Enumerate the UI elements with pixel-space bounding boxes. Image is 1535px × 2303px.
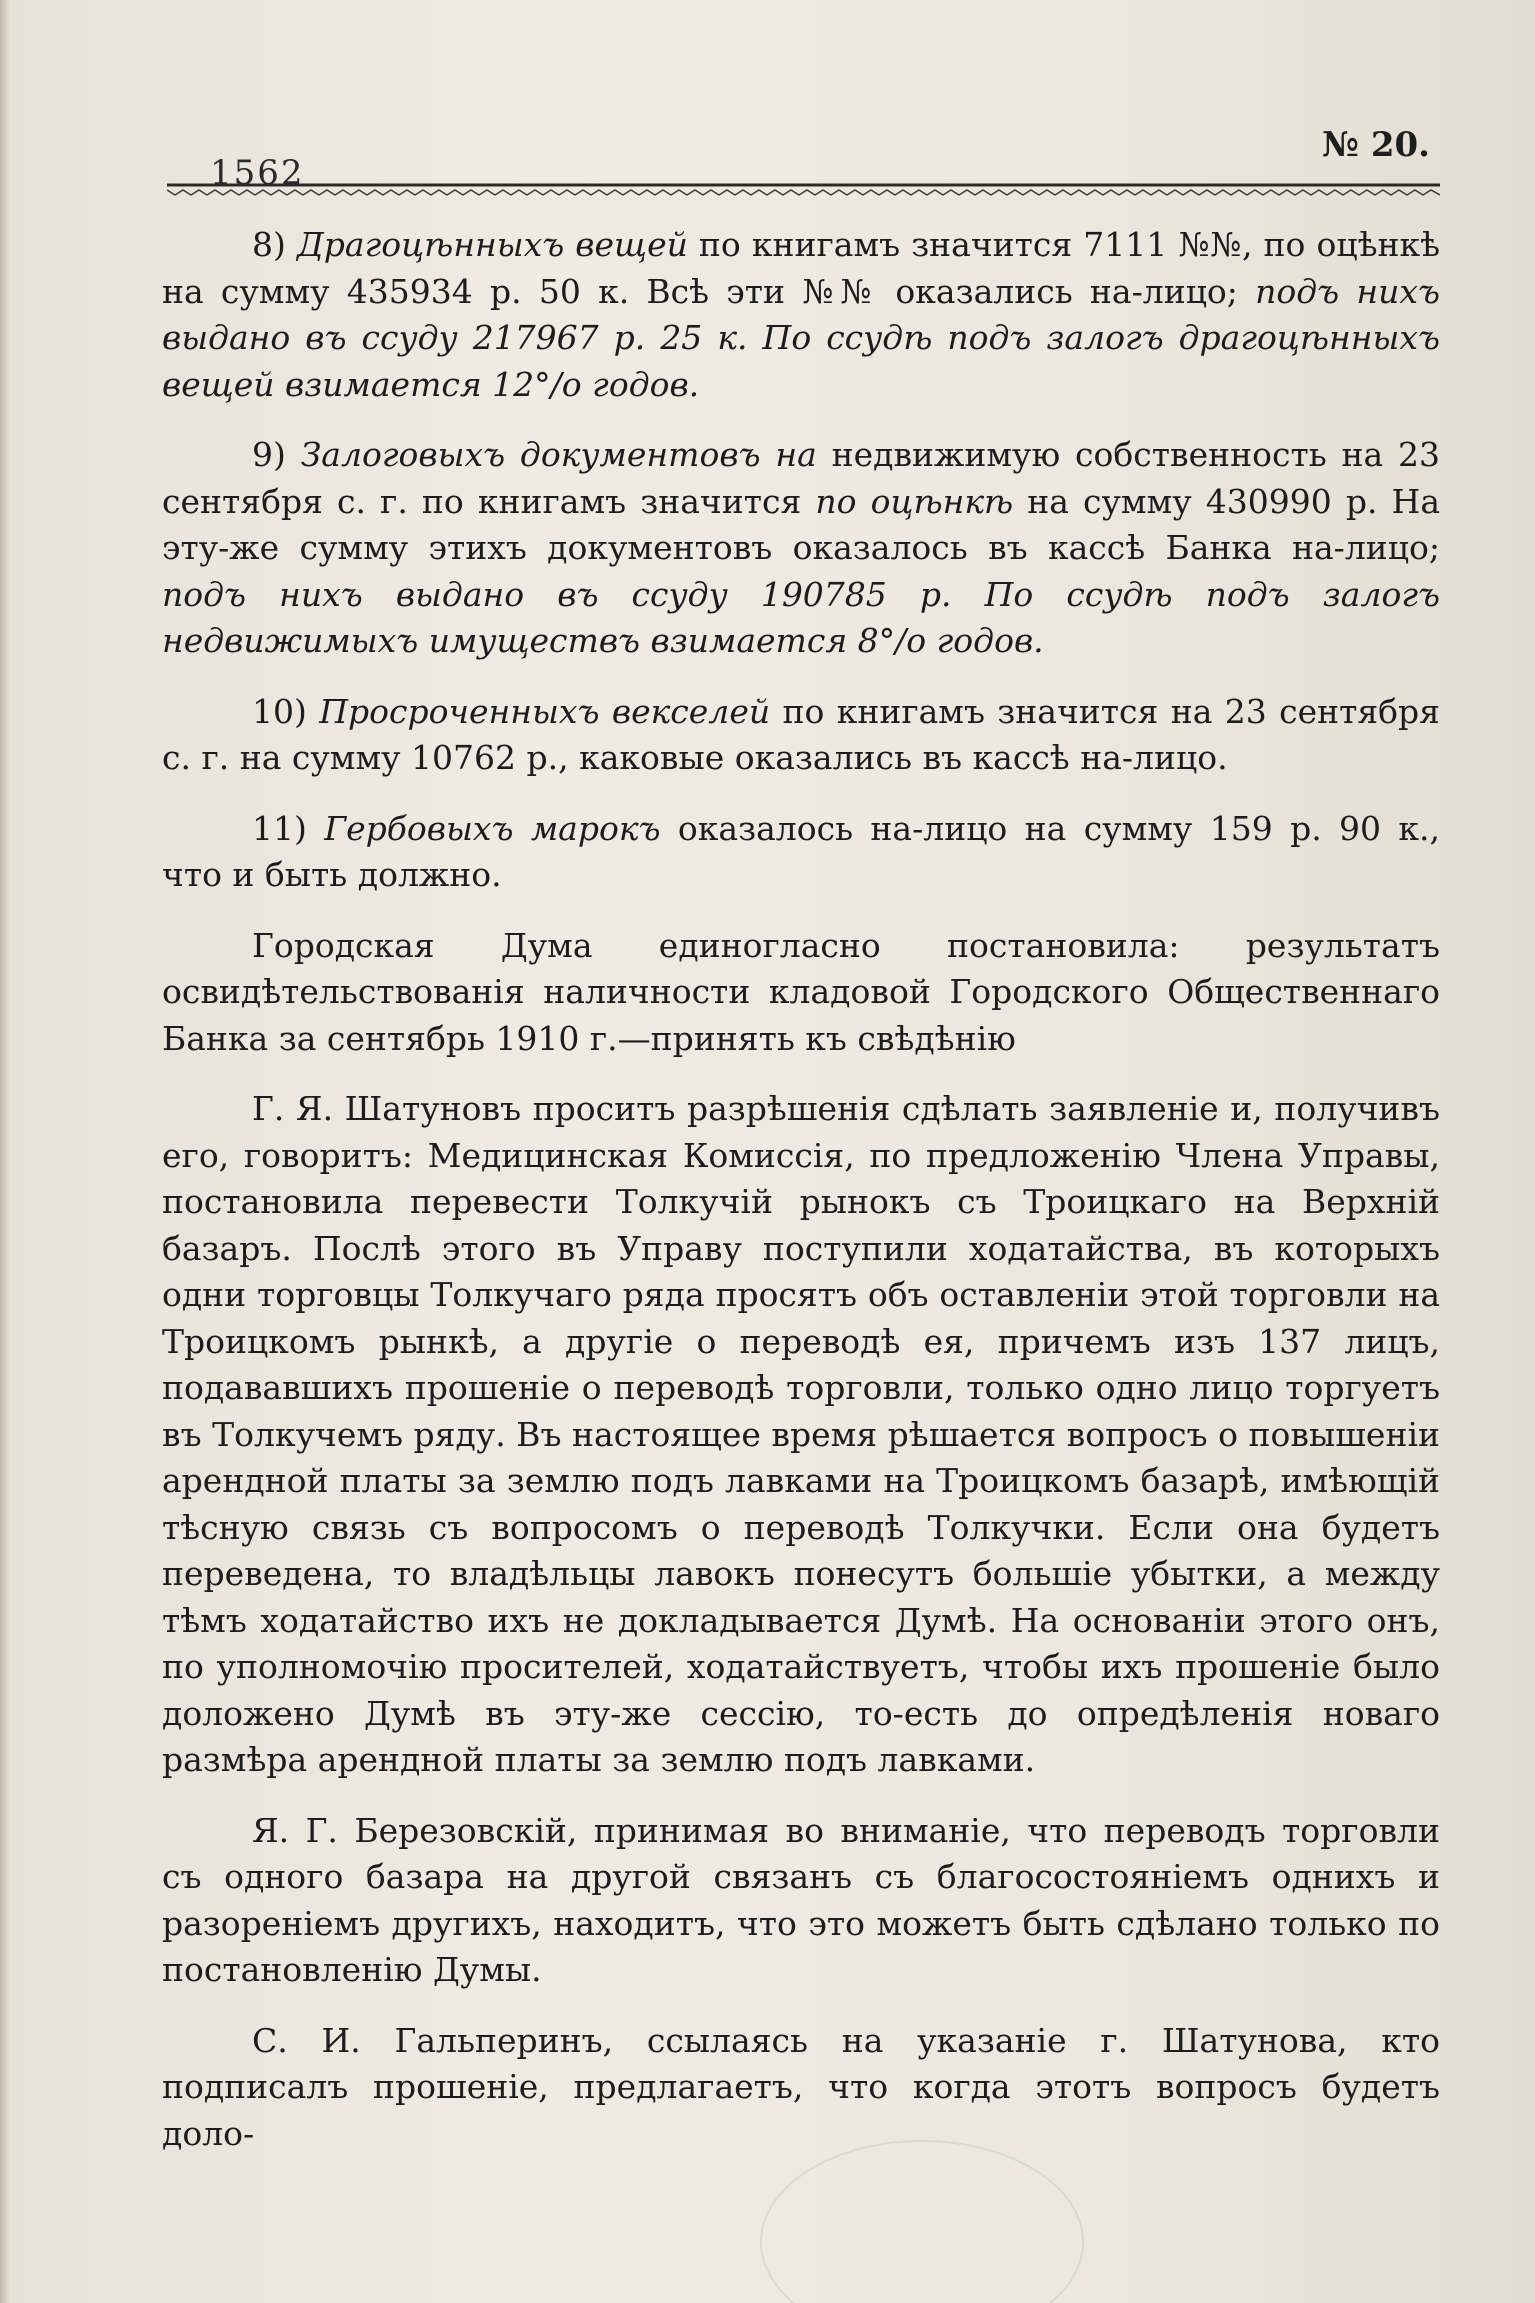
text-run: Г. Я. Шатуновъ проситъ разрѣшенія сдѣлать заявленіе и, получивъ его, говоритъ: Медицинская Комиссія, по предложенію Члена Управы, постановила перевести Толкучій рынокъ съ Троицкаго на Верхній базаръ. Послѣ этого въ Управу поступили ходатайства, въ которыхъ одни торговцы Толкучаго ряда просятъ объ оставленіи этой торговли на Троицкомъ рынкѣ, а другіе о переводѣ ея, причемъ изъ 137 лицъ, подававшихъ прошеніе о переводѣ торговли, только одно лицо торгуетъ въ Толкучемъ ряду. Въ настоящее время рѣшается вопросъ о повышеніи арендной платы за землю подъ лавками на Троицкомъ базарѣ, имѣющій тѣсную связь съ вопросомъ о переводѣ Толкучки. Если она будетъ переведена, то владѣльцы лавокъ понесутъ большіе убытки, а между тѣмъ ходатайство ихъ не докладывается Думѣ. На основаніи этого онъ, по уполномочію просителей, ходатайствуетъ, чтобы ихъ прошеніе было доложено Думѣ въ эту-же сессію, то-есть до опредѣленія новаго размѣра арендной платы за землю подъ лавками. [162, 1089, 1440, 1779]
paragraph-duma-resolution [162, 923, 1440, 1063]
text-run: С. И. Гальперинъ, ссылаясь на указаніе г. Шатунова, кто подписалъ прошеніе, предлагаетъ, что когда этотъ вопросъ будетъ доло- [162, 2020, 1440, 2153]
page-header [160, 125, 1440, 193]
italic-text-run: Гербовыхъ марокъ [324, 808, 661, 848]
header-ornamental-rule [167, 180, 1440, 198]
page-number: 1562 [210, 153, 305, 193]
text-run: 10) [252, 691, 320, 731]
paragraph-item-11 [162, 806, 1440, 899]
paragraph-galperin-statement [162, 2018, 1440, 2158]
text-run: недвижимую собственность на 23 сентября с. г. по книгамъ значится [162, 435, 1441, 521]
paragraph-item-9 [162, 432, 1440, 665]
italic-text-run: Драгоцѣнныхъ вещей [296, 225, 688, 264]
text-run: оказалось на-лицо на сумму 159 р. 90 к., что и быть должно. [162, 808, 1441, 894]
paragraph-shatunov-statement [162, 1086, 1440, 1784]
issue-number: № 20. [1322, 125, 1430, 165]
text-run: 9) [252, 435, 301, 474]
italic-text-run: по оцѣнкѣ [815, 481, 1014, 521]
text-run: 8) [252, 225, 297, 264]
text-run: на сумму 430990 р. На эту-же сумму этихъ документовъ оказалось въ кассѣ Банка на-лицо; [162, 481, 1440, 567]
italic-text-run: подъ нихъ выдано въ ссуду 190785 р. По ссудѣ подъ залогъ недвижимыхъ имуществъ взимается 8°/о годов. [162, 574, 1440, 660]
italic-text-run: Просроченныхъ векселей [319, 691, 771, 731]
text-run: 11) [252, 808, 325, 848]
paragraph-item-8 [162, 222, 1440, 408]
paragraph-berezovsky-statement [162, 1808, 1440, 1994]
italic-text-run: подъ нихъ выдано въ ссуду 217967 р. 25 к. По ссудѣ подъ залогъ драгоцѣнныхъ вещей взимается 12°/о годов. [162, 271, 1441, 404]
faint-library-stamp [760, 2140, 1084, 2303]
paragraph-item-10 [162, 689, 1440, 782]
italic-text-run: Залоговыхъ документовъ на [300, 435, 817, 474]
document-body [162, 222, 1440, 2157]
page-edge-shadow [0, 0, 10, 2303]
text-run: по книгамъ значится 7111 №№, по оцѣнкѣ на сумму 435934 р. 50 к. Всѣ эти №№ оказались на-лицо; [162, 225, 1440, 311]
text-run: Я. Г. Березовскій, принимая во вниманіе, что переводъ торговли съ одного базара на другой связанъ съ благосостояніемъ однихъ и разореніемъ другихъ, находитъ, что это можетъ быть сдѣлано только по постановленію Думы. [162, 1810, 1440, 1989]
text-run: по книгамъ значится на 23 сентября с. г. на сумму 10762 р., каковые оказались въ кассѣ на-лицо. [162, 691, 1440, 777]
text-run: Городская Дума единогласно постановила: результатъ освидѣтельствованія наличности кладовой Городского Общественнаго Банка за сентябрь 1910 г.—принять къ свѣдѣнію [162, 925, 1440, 1058]
